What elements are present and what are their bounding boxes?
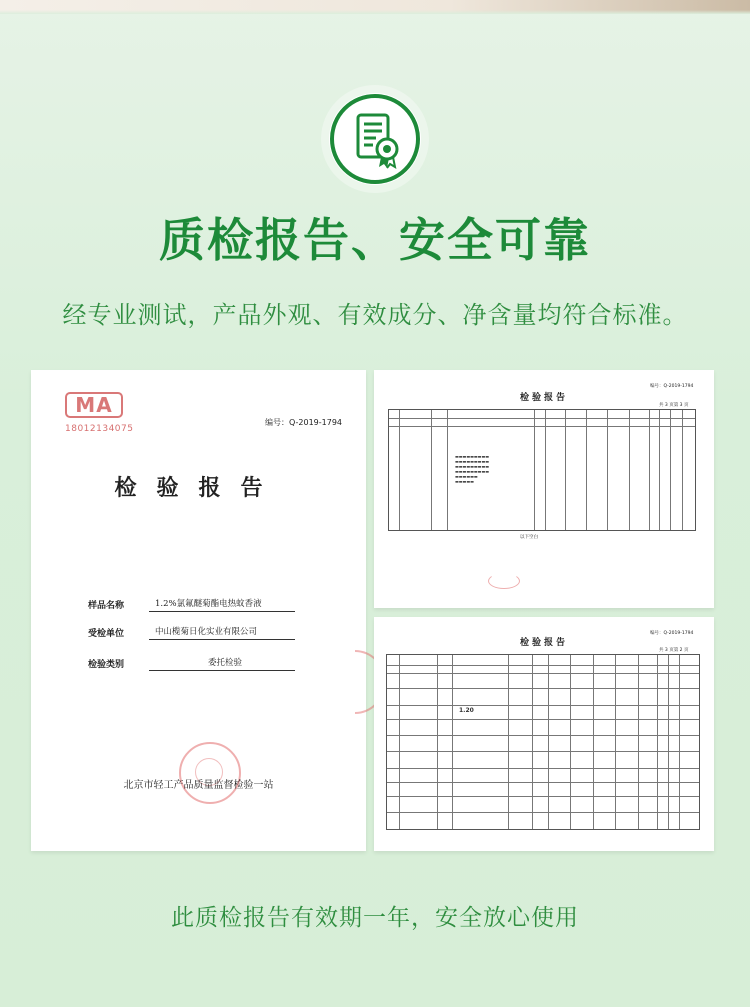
measured-value: 1.20 [459, 707, 474, 714]
official-seal [179, 742, 241, 804]
result-table [388, 409, 696, 531]
field-value-sample: 1.2%氯氟醚菊酯电热蚊香液 [149, 597, 295, 612]
report-page-2 [374, 617, 714, 851]
report-page-3 [374, 370, 714, 608]
top-photo-strip [0, 0, 750, 14]
page-indicator: 共 3 页第 2 页 [659, 648, 689, 653]
field-value-unit: 中山榄菊日化实业有限公司 [149, 625, 295, 640]
seal-mark [488, 573, 520, 589]
cover-title: 检验报告 [114, 475, 283, 501]
headline: 质检报告、安全可靠 [159, 213, 591, 267]
field-label-unit: 受检单位 [88, 629, 125, 639]
issuer-name: 北京市轻工产品质量监督检验一站 [123, 780, 274, 791]
field-value-type: 委托检验 [149, 656, 295, 671]
result-table [386, 654, 700, 830]
field-label-sample: 样品名称 [88, 601, 125, 611]
cma-number: 18012134075 [65, 424, 134, 434]
cma-stamp [65, 392, 135, 444]
report-number: 编号：Q-2019-1794 [650, 631, 694, 636]
field-label-type: 检验类别 [88, 660, 125, 670]
table-cell-text: ▬▬▬▬▬▬▬▬▬ ▬▬▬▬▬▬▬▬▬ ▬▬▬▬▬▬▬▬▬ ▬▬▬▬▬▬▬▬▬ ▬▬▬▬▬▬ ▬▬▬▬▬ [455, 454, 490, 484]
footer-text: 此质检报告有效期一年，安全放心使用 [171, 905, 579, 931]
end-note: 以下空白 [520, 535, 538, 540]
certificate-document-icon [329, 93, 421, 185]
subline: 经专业测试，产品外观、有效成分、净含量均符合标准。 [62, 301, 688, 329]
report-cover-page [31, 370, 366, 851]
cma-logo: MA [65, 392, 123, 418]
certificate-badge [329, 93, 421, 185]
report-title: 检验报告 [519, 393, 568, 403]
page-indicator: 共 3 页第 3 页 [659, 403, 689, 408]
report-number: 编号：Q-2019-1794 [265, 418, 343, 427]
report-number: 编号：Q-2019-1794 [650, 384, 694, 389]
report-title: 检验报告 [519, 638, 568, 648]
